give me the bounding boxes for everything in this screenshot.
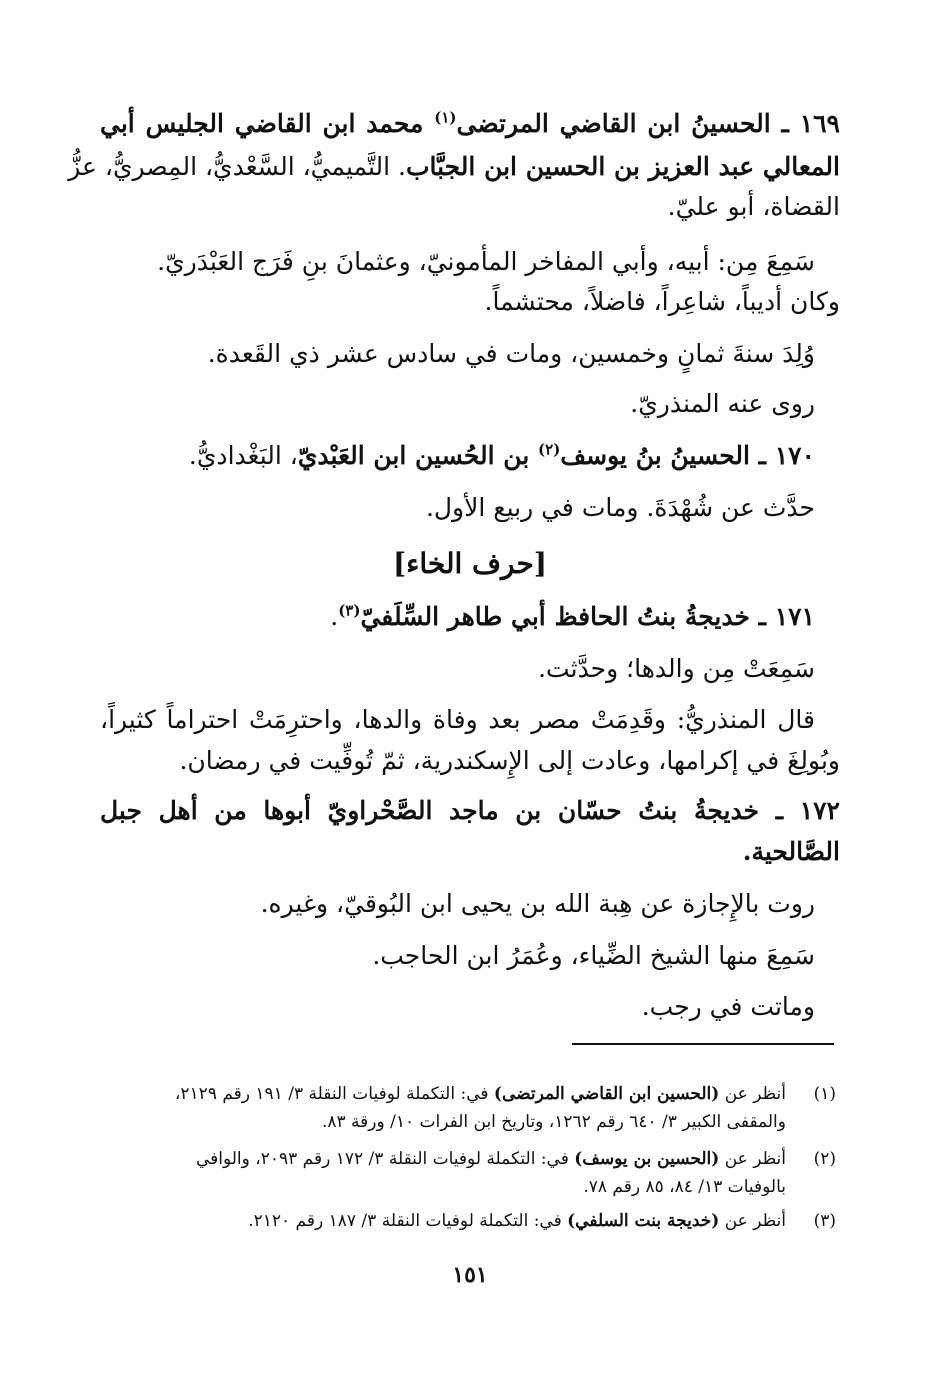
- entry-171-quote-line-2: وبُولِغَ في إكرامها، وعادت إلى الإِسكندرية، ثمّ تُوفِّيت في رمضان.: [179, 746, 840, 775]
- entry-169-description: وكان أديباً، شاعِراً، فاضلاً، محتشماً.: [484, 287, 840, 316]
- footnote-ref-2: (٢): [538, 440, 561, 459]
- entry-171-heard: سَمِعَتْ مِن والدها؛ وحدَّثت.: [538, 654, 815, 683]
- entry-172-heard: سَمِعَ منها الشيخ الضِّياء، وعُمَرُ ابن الحاجب.: [372, 941, 815, 970]
- entry-170-line-1: [100, 437, 815, 475]
- entry-171-quote-line-1: قال المنذريُّ: وقَدِمَتْ مصر بعد وفاة والدها، واحترِمَتْ احتراماً كثيراً،: [100, 705, 815, 734]
- entry-169-birth-death: وُلِدَ سنةَ ثمانٍ وخمسين، ومات في سادس عشر ذي القَعدة.: [207, 339, 815, 368]
- section-heading: [حرف الخاء]: [392, 547, 548, 580]
- entry-169-narrator: روى عنه المنذريّ.: [630, 389, 815, 418]
- entry-172-ijaza: روت بالإِجازة عن هِبة الله بن يحيى ابن البُوقيّ، وغيره.: [260, 889, 815, 918]
- footnote-2-lead: أنظر عن: [719, 1149, 786, 1169]
- entry-169-name-cont: محمد ابن القاضي الجليس أبي: [100, 109, 435, 138]
- footnote-1: [100, 1080, 836, 1136]
- footnote-1-line-1: [100, 1080, 786, 1108]
- entry-169-line-1: [100, 105, 840, 143]
- footnote-ref-3: (٣): [338, 601, 361, 620]
- footnote-2: [100, 1145, 836, 1201]
- footnote-3-source: في: التكملة لوفيات النقلة ٣/ ١٨٧ رقم ٢١٢٠.: [248, 1211, 568, 1231]
- entry-169-line-2: [68, 148, 840, 186]
- entry-169-name: ١٦٩ ـ الحسينُ ابن القاضي المرتضى: [456, 109, 840, 138]
- footnote-2-line-2: بالوفيات ١٣/ ٨٤، ٨٥ رقم ٧٨.: [583, 1177, 786, 1197]
- entry-169-heard: سَمِعَ مِن: أبيه، وأبي المفاخر المأمونيّ، وعثمانَ بنِ فَرَج العَبْدَريّ.: [157, 247, 815, 276]
- entry-172-line-1: ١٧٢ ـ خديجةُ بنتُ حسّان بن ماجد الصَّحْراويّ أبوها من أهل جبل: [100, 796, 840, 825]
- entry-172-line-2: الصَّالحية.: [742, 837, 840, 866]
- entry-170-name-cont: بن الحُسين ابن العَبْديّ: [297, 441, 539, 470]
- footnote-divider: [572, 1043, 834, 1045]
- entry-170-nisba: ، البَغْداديُّ.: [188, 441, 298, 470]
- footnote-2-source: في: التكملة لوفيات النقلة ٣/ ١٧٢ رقم ٢٠٩٣، والوافي: [195, 1149, 575, 1169]
- footnote-3-line-1: [100, 1207, 786, 1235]
- footnote-3-number: (٣): [813, 1211, 836, 1231]
- entry-169-nisba: . التَّميميُّ، السَّعْديُّ، المِصريُّ، عزُّ: [68, 152, 406, 181]
- entry-170-name: ١٧٠ ـ الحسينُ بنُ يوسف: [560, 441, 815, 470]
- entry-170-details: حدَّث عن شُهْدَةَ. ومات في ربيع الأول.: [425, 493, 815, 522]
- footnote-3: [100, 1207, 836, 1235]
- entry-172-death: وماتت في رجب.: [641, 992, 815, 1021]
- footnote-2-subject: (الحسين بن يوسف): [574, 1149, 720, 1169]
- footnote-1-line-2: والمقفى الكبير ٣/ ٦٤٠ رقم ١٢٦٢، وتاريخ ابن الفرات ١٠/ ورقة ٨٣.: [321, 1112, 786, 1132]
- page-number: ١٥١: [452, 1262, 488, 1288]
- footnote-ref-1: (١): [434, 108, 457, 127]
- footnote-1-lead: أنظر عن: [719, 1084, 786, 1104]
- footnote-2-number: (٢): [813, 1149, 836, 1169]
- footnote-3-lead: أنظر عن: [719, 1211, 786, 1231]
- footnote-1-source: في: التكملة لوفيات النقلة ٣/ ١٩١ رقم ٢١٢٩،: [174, 1084, 494, 1104]
- footnote-3-subject: (خديجة بنت السلفي): [567, 1211, 720, 1231]
- entry-169-name-end: المعالي عبد العزيز بن الحسين ابن الجبَّاب: [405, 152, 840, 181]
- footnote-1-subject: (الحسين ابن القاضي المرتضى): [493, 1084, 720, 1104]
- footnote-2-line-1: [100, 1145, 786, 1173]
- entry-171-line-1: [100, 598, 815, 636]
- entry-169-line-3: القضاة، أبو عليّ.: [667, 192, 840, 221]
- entry-171-name: ١٧١ ـ خديجةُ بنتُ الحافظ أبي طاهر السِّلَفيّ: [360, 602, 815, 631]
- entry-171-period: .: [330, 602, 339, 631]
- footnote-1-number: (١): [813, 1084, 836, 1104]
